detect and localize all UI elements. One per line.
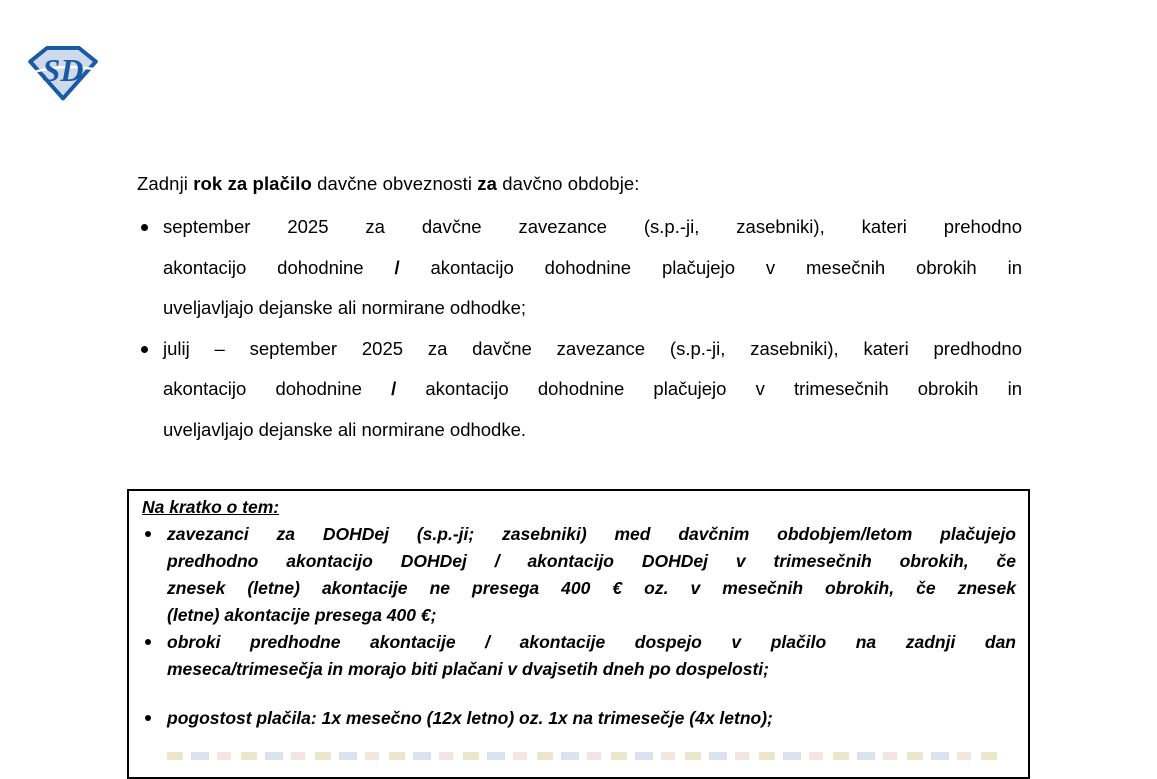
text-line: julij – september 2025 za davčne zavezance (s.p.-ji, zasebniki), kateri predhodno <box>163 337 1022 359</box>
text-line: september 2025 za davčne zavezance (s.p.-ji, zasebniki), kateri prehodno <box>163 216 1022 237</box>
bullet-dot <box>145 715 151 721</box>
info-box <box>127 489 1030 779</box>
bullet-dot <box>145 639 151 645</box>
bullet-dot <box>145 531 151 537</box>
page-heading <box>137 170 1022 198</box>
heading-bold-text: za <box>477 173 498 194</box>
list-item <box>137 207 1022 329</box>
sd-logo-icon <box>27 43 99 101</box>
box-list-item <box>142 521 1016 629</box>
text-line: uveljavljajo dejanske ali normirane odhodke. <box>163 418 527 440</box>
text-line: (letne) akontacije presega 400 €; <box>167 605 437 625</box>
heading-text: davčne obveznosti <box>311 173 478 194</box>
info-box-title-text: Na kratko o tem: <box>142 497 280 517</box>
text-line: obroki predhodne akontacije / akontacije dospejo v plačilo na zadnji dan <box>167 632 1016 652</box>
text-line: predhodno akontacijo DOHDej / akontacijo DOHDej v trimesečnih obrokih, če <box>167 551 1016 571</box>
box-list-item <box>142 629 1016 683</box>
text-line: znesek (letne) akontacije ne presega 400 € oz. v mesečnih obrokih, če znesek <box>167 578 1016 598</box>
heading-bold-text: rok za plačilo <box>193 173 312 194</box>
line-segment: akontacijo dohodnine <box>163 378 392 400</box>
text-line <box>163 248 1022 289</box>
line-segment: akontacijo dohodnine <box>163 256 395 278</box>
clipped-text-line <box>167 752 997 760</box>
heading-text: Zadnji <box>137 173 194 194</box>
blank-line <box>142 683 1016 705</box>
text-line: meseca/trimesečja in morajo biti plačani v dvajsetih dneh po dospelosti; <box>167 659 769 679</box>
line-segment: akontacijo dohodnine plačujejo v trimesečnih obrokih in <box>396 378 1023 400</box>
heading-text: davčno obdobje: <box>497 173 640 194</box>
text-line: zavezanci za DOHDej (s.p.-ji; zasebniki) med davčnim obdobjem/letom plačujejo <box>167 524 1016 544</box>
text-line <box>163 369 1022 410</box>
text-line: uveljavljajo dejanske ali normirane odhodke; <box>163 297 527 319</box>
info-box-title <box>142 494 1016 521</box>
text-line: pogostost plačila: 1x mesečno (12x letno) oz. 1x na trimesečje (4x letno); <box>167 708 773 728</box>
bullet-list <box>137 207 1022 451</box>
box-list-item <box>142 705 1016 732</box>
list-item <box>137 329 1022 451</box>
bullet-dot <box>141 224 148 231</box>
bold-slash: / <box>394 256 400 278</box>
bold-slash: / <box>391 378 397 400</box>
logo-monogram: SD <box>42 51 84 88</box>
line-segment: akontacijo dohodnine plačujejo v mesečnih obrokih in <box>399 256 1022 278</box>
bullet-dot <box>141 346 148 353</box>
